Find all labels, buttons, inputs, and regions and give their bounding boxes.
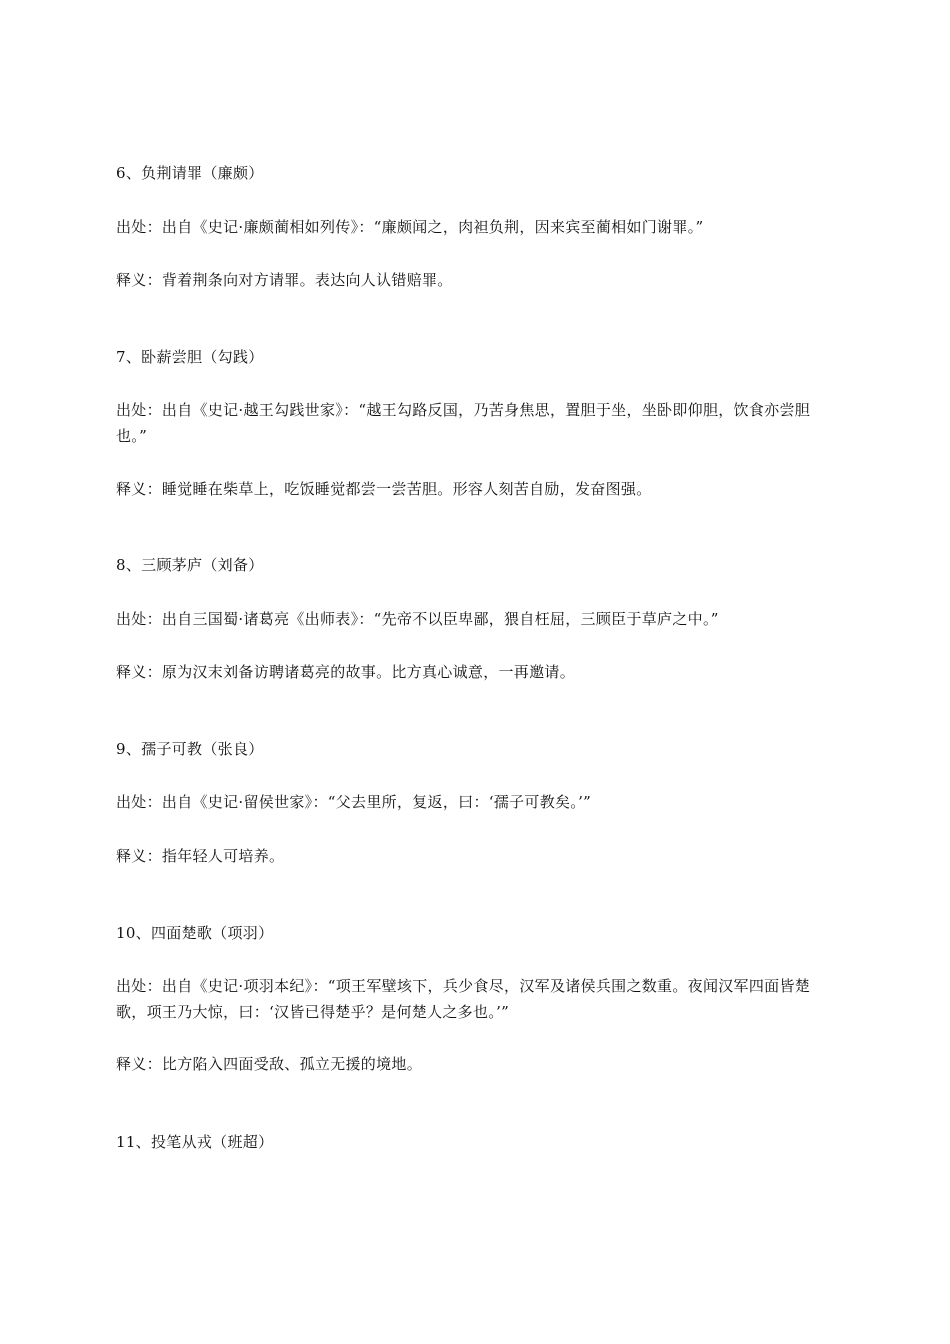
- idiom-title-10: 10、四面楚歌（项羽）: [116, 924, 274, 942]
- idiom-source-6: 出处：出自《史记·廉颇蔺相如列传》：“廉颇闻之，肉袒负荆，因来宾至蔺相如门谢罪。”: [116, 218, 704, 236]
- idiom-meaning-9: 释义：指年轻人可培养。: [116, 847, 285, 865]
- idiom-title-8: 8、三顾茅庐（刘备）: [116, 556, 264, 574]
- idiom-meaning-7: 释义：睡觉睡在柴草上，吃饭睡觉都尝一尝苦胆。形容人刻苦自励，发奋图强。: [116, 480, 652, 498]
- idiom-title-6: 6、负荆请罪（廉颇）: [116, 164, 264, 182]
- idiom-source-8: 出处：出自三国蜀·诸葛亮《出师表》：“先帝不以臣卑鄙，猥自枉屈，三顾臣于草庐之中。”: [116, 610, 719, 628]
- idiom-source-9: 出处：出自《史记·留侯世家》：“父去里所，复返，曰：‘孺子可教矣。’”: [116, 793, 592, 811]
- idiom-title-11: 11、投笔从戎（班超）: [116, 1133, 274, 1151]
- idiom-meaning-10: 释义：比方陷入四面受敌、孤立无援的境地。: [116, 1055, 423, 1073]
- idiom-meaning-8: 释义：原为汉末刘备访聘诸葛亮的故事。比方真心诚意，一再邀请。: [116, 663, 576, 681]
- idiom-source-10: 出处：出自《史记·项羽本纪》：“项王军壁垓下，兵少食尽，汉军及诸侯兵围之数重。夜闻汉军四面皆楚歌，项王乃大惊，曰：‘汉皆已得楚乎？是何楚人之多也。’”: [116, 977, 811, 1021]
- idiom-meaning-6: 释义：背着荆条向对方请罪。表达向人认错赔罪。: [116, 271, 453, 289]
- idiom-title-7: 7、卧薪尝胆（勾践）: [116, 348, 264, 366]
- idiom-source-7: 出处：出自《史记·越王勾践世家》：“越王勾路反国，乃苦身焦思，置胆于坐，坐卧即仰胆，饮食亦尝胆也。”: [116, 401, 811, 445]
- idiom-title-9: 9、孺子可教（张良）: [116, 740, 264, 758]
